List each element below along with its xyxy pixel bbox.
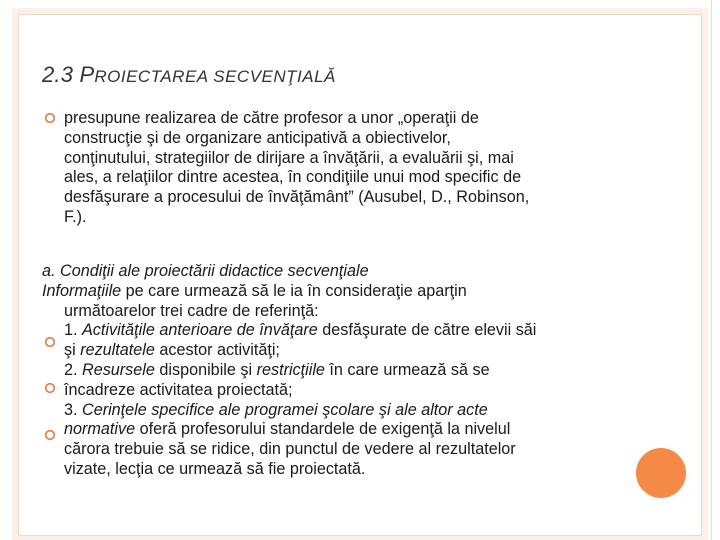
- item-2: [42, 361, 692, 381]
- item-2-italic2: restricţiile: [256, 360, 325, 379]
- item-2-num: 2.: [64, 360, 82, 379]
- side-rule: [711, 0, 712, 540]
- item-1-line2-italic: rezultatele: [80, 341, 155, 360]
- definition-paragraph: [64, 109, 694, 228]
- title-rest-2: SECVENŢIALĂ: [213, 67, 336, 86]
- item-2-line2: încadreze activitatea proiectată;: [64, 380, 293, 399]
- conditions-block: [42, 262, 692, 480]
- para-line: construcţie şi de organizare anticipativă a obiectivelor,: [64, 128, 451, 147]
- item-1-num: 1.: [64, 321, 82, 340]
- para-line: presupune realizarea de către profesor a unor „operaţii de: [64, 109, 479, 127]
- para-line: ales, a relaţiilor dintre acestea, în condiţiile unui mod specific de: [64, 168, 522, 187]
- item-3: [42, 401, 692, 421]
- para-line: conţinutului, strategiilor de dirijare a învăţării, a evaluării şi, mai: [64, 148, 514, 167]
- info-cont: următoarelor trei cadre de referinţă:: [64, 301, 319, 320]
- ring-bullet-icon: [44, 336, 56, 348]
- item-2-mid: disponibile şi: [154, 360, 257, 379]
- title-first-letter: P: [79, 62, 95, 87]
- item-1-rest: desfăşurate de către elevii săi: [317, 321, 537, 340]
- item-3-num: 3.: [64, 400, 82, 419]
- ring-bullet-icon: [44, 382, 56, 394]
- decorative-orange-circle: [636, 448, 686, 498]
- ring-bullet-icon: [44, 429, 56, 441]
- info-rest: pe care urmează să le ia în consideraţie aparţin: [121, 281, 467, 300]
- item-3-italic: Cerinţele specifice ale programei şcolare şi ale altor acte: [82, 400, 488, 419]
- title-number: 2.3: [42, 62, 80, 87]
- title-rest-1: ROIECTAREA: [94, 67, 214, 86]
- item-3-line3: cărora trebuie să se ridice, din punctul de vedere al rezultatelor: [64, 440, 516, 459]
- item-1-line2-rest: acestor activităţi;: [154, 341, 280, 360]
- section-heading: a. Condiţii ale proiectării didactice secvenţiale: [42, 262, 369, 280]
- para-line: F.).: [64, 207, 87, 226]
- item-2-italic1: Resursele: [82, 360, 155, 379]
- slide-title: [42, 62, 336, 88]
- para-line: desfăşurare a procesului de învăţământ” (Ausubel, D., Robinson,: [64, 188, 530, 207]
- ring-bullet-icon: [44, 112, 56, 124]
- info-word: Informaţiile: [42, 281, 122, 300]
- item-1-italic: Activităţile anterioare de învăţare: [82, 321, 318, 340]
- info-line: [42, 282, 692, 302]
- item-3-line2-rest: oferă profesorului standardele de exigenţă la nivelul: [135, 420, 511, 439]
- item-1-line2: [42, 341, 692, 361]
- item-3-line2-italic: normative: [64, 420, 136, 439]
- item-2-rest: în care urmează să se: [324, 360, 490, 379]
- item-3-line4: vizate, lecţia ce urmează să fie proiectată.: [64, 459, 366, 478]
- item-1: [42, 321, 692, 341]
- item-3-line2: [42, 420, 692, 440]
- item-1-line2-pre: şi: [64, 341, 81, 360]
